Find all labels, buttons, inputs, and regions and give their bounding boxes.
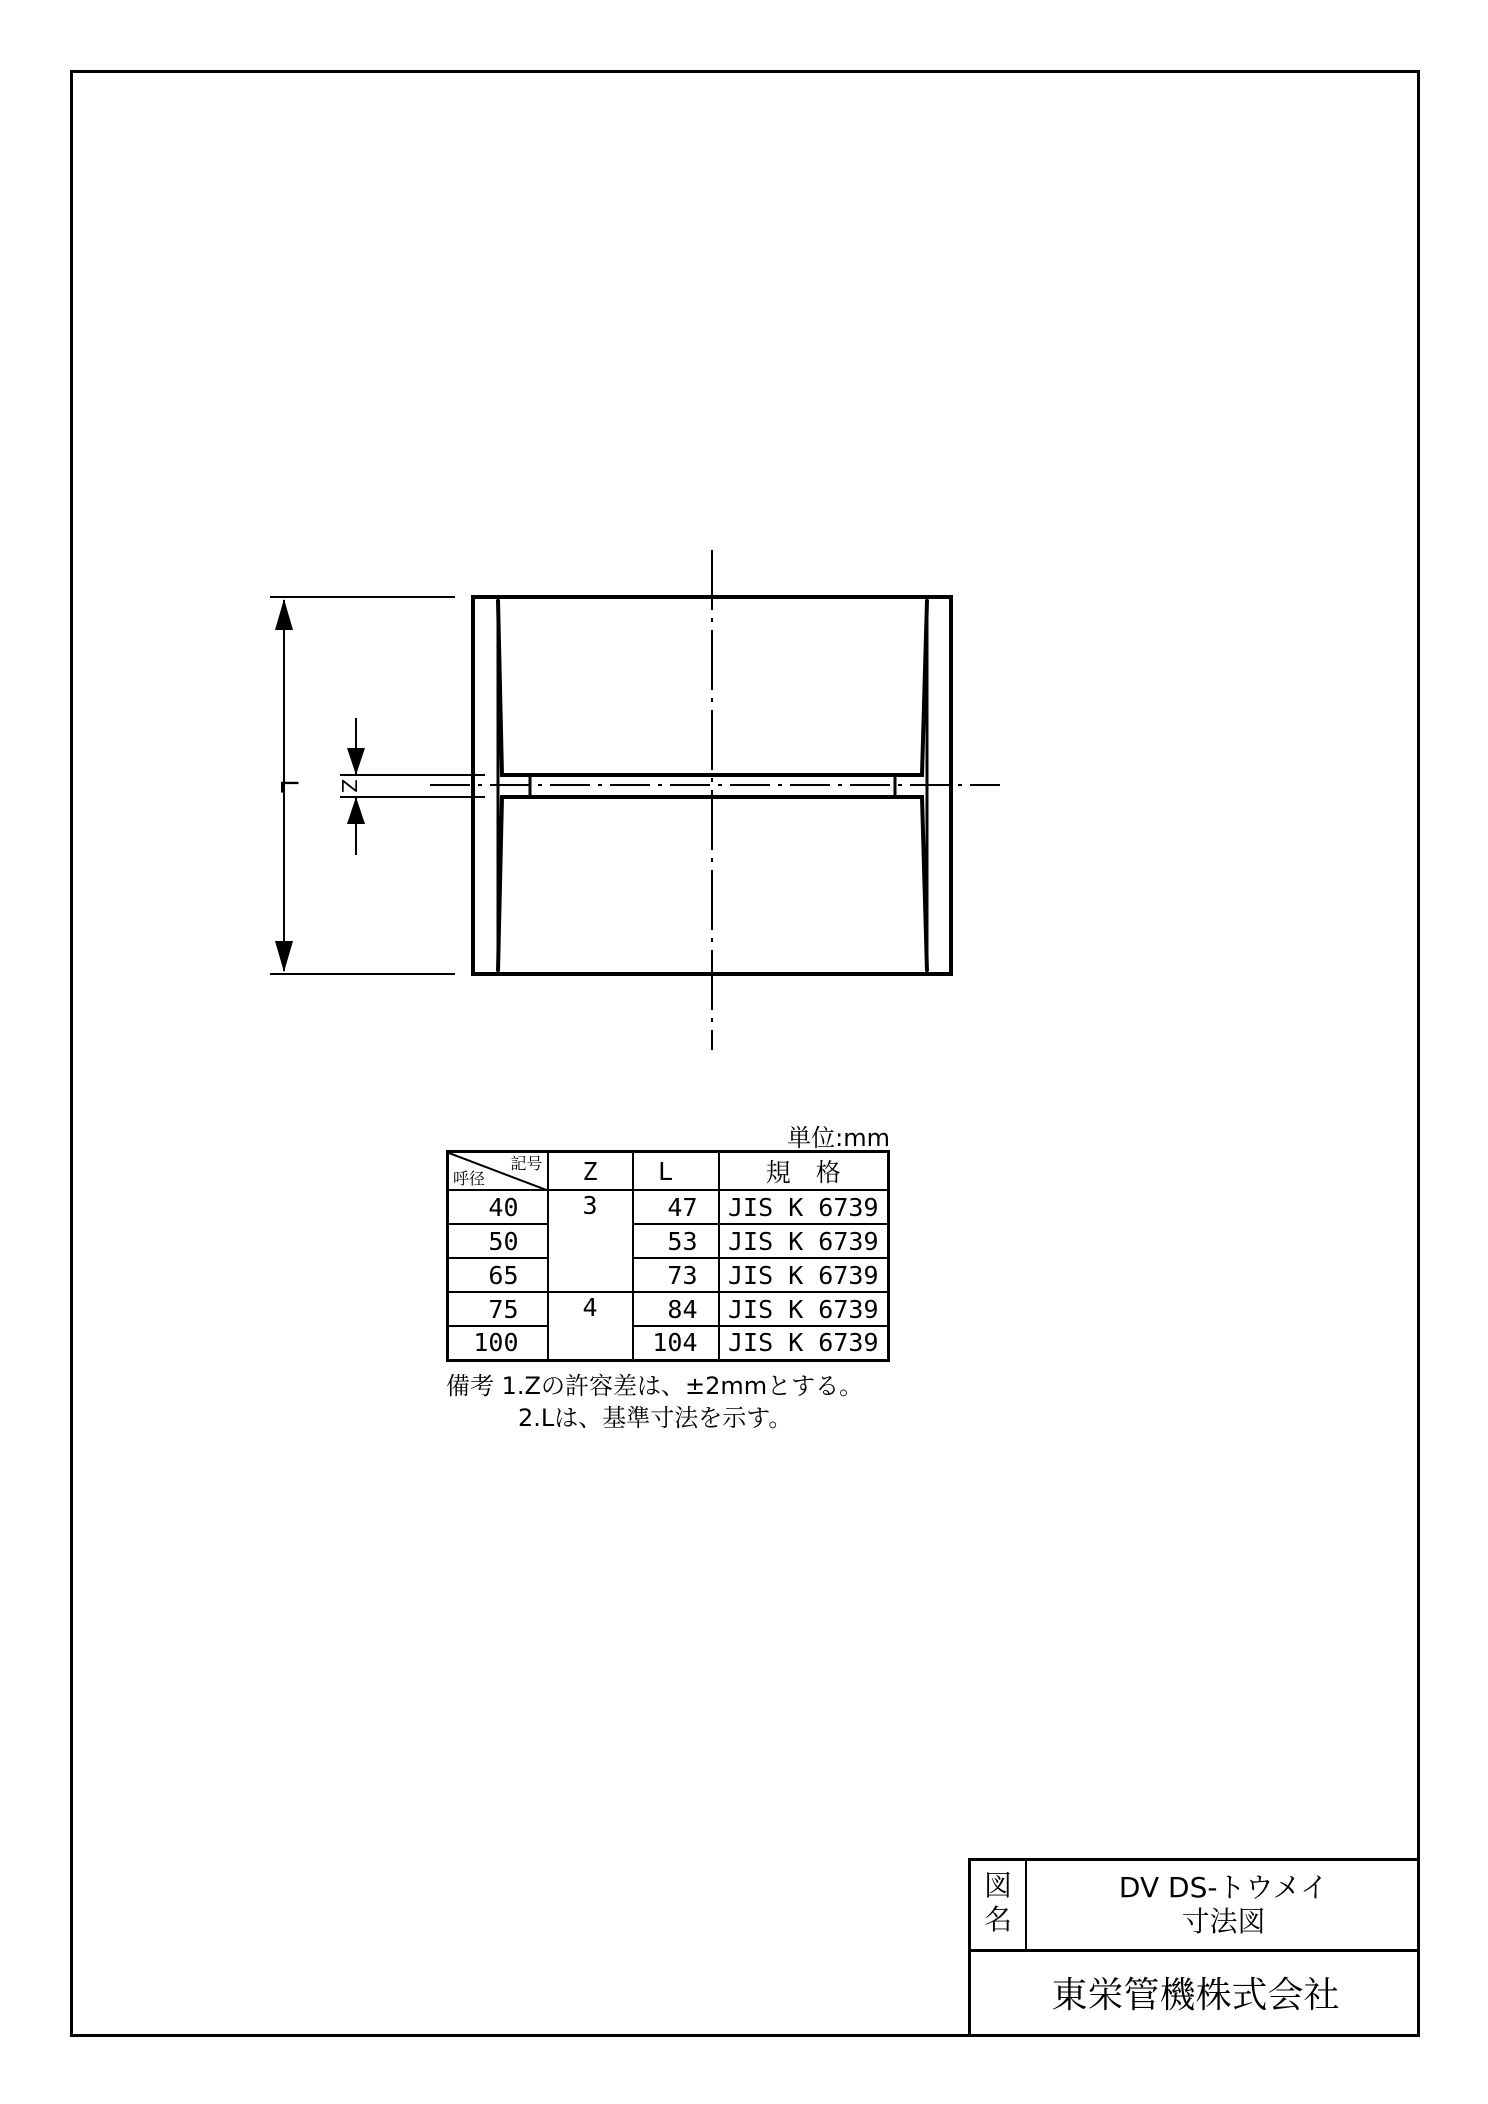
table-row: [448, 1258, 889, 1292]
l-dimension-label: L: [275, 779, 303, 793]
l-cell: 84: [633, 1292, 719, 1326]
l-cell: 53: [633, 1224, 719, 1258]
drawing-name: [1027, 1861, 1420, 1949]
title-label-line-2: 名: [983, 1903, 1012, 1936]
standard-cell: JIS K 6739: [719, 1326, 889, 1360]
z-cell: [548, 1258, 633, 1292]
size-cell: 50: [448, 1224, 548, 1258]
remarks: [446, 1370, 863, 1434]
header-diagonal-cell: [448, 1152, 548, 1191]
company-name: 東栄管機株式会社: [1051, 1975, 1340, 2016]
title-block: [968, 1858, 1420, 2037]
l-arrow-bottom: [275, 941, 293, 972]
standard-cell: JIS K 6739: [719, 1224, 889, 1258]
l-cell: 73: [633, 1258, 719, 1292]
size-cell: 40: [448, 1190, 548, 1224]
header-symbol-label: 記号: [510, 1154, 543, 1173]
l-cell: 47: [633, 1190, 719, 1224]
header-z: Z: [548, 1152, 633, 1191]
drawing-name-line-1: DV DS-トウメイ: [1118, 1871, 1329, 1904]
table-row: [448, 1190, 889, 1224]
header-standard: 規 格: [719, 1152, 889, 1191]
standard-cell: JIS K 6739: [719, 1190, 889, 1224]
drawing-name-line-2: 寸法図: [1181, 1905, 1266, 1938]
size-cell: 65: [448, 1258, 548, 1292]
z-cell: [548, 1326, 633, 1360]
remark-line-1: 備考 1.Zの許容差は、±2mmとする。: [446, 1372, 864, 1400]
table-row: [448, 1326, 889, 1360]
z-arrow-top: [347, 748, 365, 775]
z-cell: 4: [548, 1292, 633, 1326]
header-l: L: [633, 1152, 719, 1191]
table-header-row: [448, 1152, 889, 1191]
remark-line-2: 2.Lは、基準寸法を示す。: [518, 1404, 793, 1432]
l-arrow-top: [275, 599, 293, 630]
title-label-line-1: 図: [983, 1869, 1012, 1902]
z-arrow-bottom: [347, 797, 365, 824]
z-dimension-label: Z: [337, 779, 361, 793]
size-cell: 75: [448, 1292, 548, 1326]
standard-cell: JIS K 6739: [719, 1292, 889, 1326]
l-cell: 104: [633, 1326, 719, 1360]
title-label: [971, 1861, 1027, 1949]
z-cell: [548, 1224, 633, 1258]
table-row: [448, 1292, 889, 1326]
dimension-table: [446, 1150, 890, 1362]
size-cell: 100: [448, 1326, 548, 1360]
header-size-label: 呼径: [453, 1169, 486, 1188]
unit-label: 単位:mm: [787, 1124, 890, 1152]
standard-cell: JIS K 6739: [719, 1258, 889, 1292]
table-row: [448, 1224, 889, 1258]
z-cell: 3: [548, 1190, 633, 1224]
